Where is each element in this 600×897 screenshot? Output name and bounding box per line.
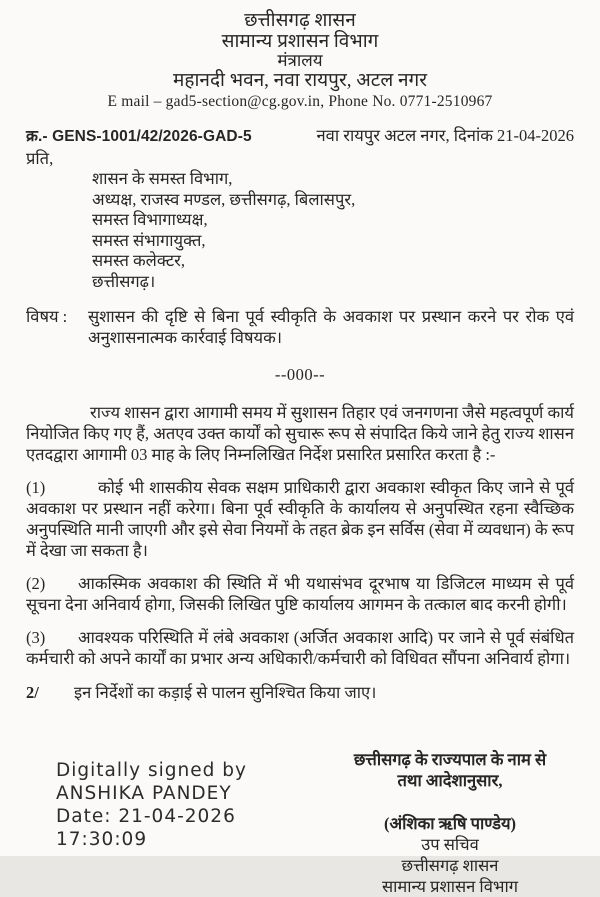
- directive-number: 2/: [26, 683, 39, 702]
- point-1-number: (1): [26, 478, 46, 497]
- point-3-number: (3): [26, 628, 46, 647]
- point-2-number: (2): [26, 574, 46, 593]
- signatory-designation: उप सचिव: [421, 835, 479, 854]
- section-separator: --000--: [274, 365, 326, 384]
- letterhead: [26, 10, 574, 112]
- to-label: प्रति,: [26, 149, 54, 168]
- directive-text: इन निर्देशों का कड़ाई से पालन सुनिश्चित किया जाए।: [74, 683, 377, 702]
- point-3: [26, 627, 574, 669]
- authority-order-line2: तथा आदेशानुसार,: [397, 771, 503, 790]
- reference-row: [26, 125, 574, 147]
- authority-block: [326, 749, 574, 897]
- addressee-list: [92, 169, 574, 292]
- signatory-name: (अंशिका ऋषि पाण्डेय): [383, 814, 517, 833]
- signatory-org-department: सामान्य प्रशासन विभाग: [381, 877, 519, 896]
- digital-signature-name: ANSHIKA PANDEY: [56, 783, 232, 804]
- directive-line: [26, 682, 574, 703]
- reference-place-date: नवा रायपुर अटल नगर, दिनांक 21-04-2026: [316, 126, 574, 145]
- point-3-text: आवश्यक परिस्थिति में लंबे अवकाश (अर्जित अवकाश आदि) पर जाने से पूर्व संबंधित कर्मचारी को अपने कार्यों का प्रभार अन्य अधिकारी/कर्मचारी को विधिवत सौंपना अनिवार्य होगा।: [26, 628, 574, 668]
- addressee-item: समस्त कलेक्टर,: [92, 251, 186, 270]
- letterhead-address: महानदी भवन, नवा रायपुर, अटल नगर: [173, 70, 427, 91]
- digital-signature-block: [26, 759, 326, 851]
- point-1-text: कोई भी शासकीय सेवक सक्षम प्राधिकारी द्वारा अवकाश स्वीकृत किए जाने से पूर्व अवकाश पर प्रस्थान नहीं करेगा। बिना पूर्व स्वीकृति के कार्यालय से अनुपस्थित रहना स्वैच्छिक अनुपस्थिति मानी जाएगी और इसे सेवा नियमों के तहत ब्रेक इन सर्विस (सेवा में व्यवधान) के रूप में देखा जा सकता है।: [26, 478, 574, 560]
- point-1: [26, 477, 574, 561]
- letterhead-government: छत्तीसगढ़ शासन: [244, 10, 356, 31]
- authority-order-line1: छत्तीसगढ़ के राज्यपाल के नाम से: [353, 750, 547, 769]
- letterhead-contact: E mail – gad5-section@cg.gov.in, Phone No. 0771-2510967: [107, 93, 493, 110]
- addressee-item: समस्त संभागायुक्त,: [92, 230, 206, 250]
- digital-signature-line: Digitally signed by: [56, 760, 247, 781]
- reference-number: क्र.- GENS-1001/42/2026-GAD-5: [26, 128, 252, 145]
- addressee-item: शासन के समस्त विभाग,: [92, 169, 233, 188]
- point-2-text: आकस्मिक अवकाश की स्थिति में भी यथासंभव दूरभाष या डिजिटल माध्यम से पूर्व सूचना देना अनिवार्य होगा, जिसकी लिखित पुष्टि कार्यालय आगमन के तत्काल बाद करनी होगी।: [26, 574, 574, 614]
- addressee-item: अध्यक्ष, राजस्व मण्डल, छत्तीसगढ़, बिलासपुर,: [92, 189, 356, 209]
- subject-row: [26, 306, 574, 348]
- addressee-item: समस्त विभागाध्यक्ष,: [92, 210, 208, 229]
- subject-text: सुशासन की दृष्टि से बिना पूर्व स्वीकृति के अवकाश पर प्रस्थान करने पर रोक एवं अनुशासनात्मक कार्रवाई विषयक।: [88, 307, 574, 347]
- subject-label: विषय :: [26, 307, 68, 326]
- digital-signature-date: Date: 21-04-2026: [56, 806, 236, 827]
- addressee-item: छत्तीसगढ़।: [92, 271, 156, 291]
- letterhead-department: सामान्य प्रशासन विभाग: [221, 31, 379, 52]
- letterhead-ministry: मंत्रालय: [277, 51, 323, 70]
- digital-signature-time: 17:30:09: [56, 829, 148, 850]
- signatory-org-government: छत्तीसगढ़ शासन: [401, 856, 499, 875]
- intro-paragraph: राज्य शासन द्वारा आगामी समय में सुशासन तिहार एवं जनगणना जैसे महत्वपूर्ण कार्य नियोजित किए गए हैं, अतएव उक्त कार्यों को सुचारू रूप से संपादित किये जाने हेतु राज्य शासन एतदद्वारा आगामी 03 माह के लिए निम्नलिखित निर्देश प्रसारित प्रसारित करता है :-: [26, 403, 574, 464]
- point-2: [26, 573, 574, 615]
- signature-footer: [26, 749, 574, 897]
